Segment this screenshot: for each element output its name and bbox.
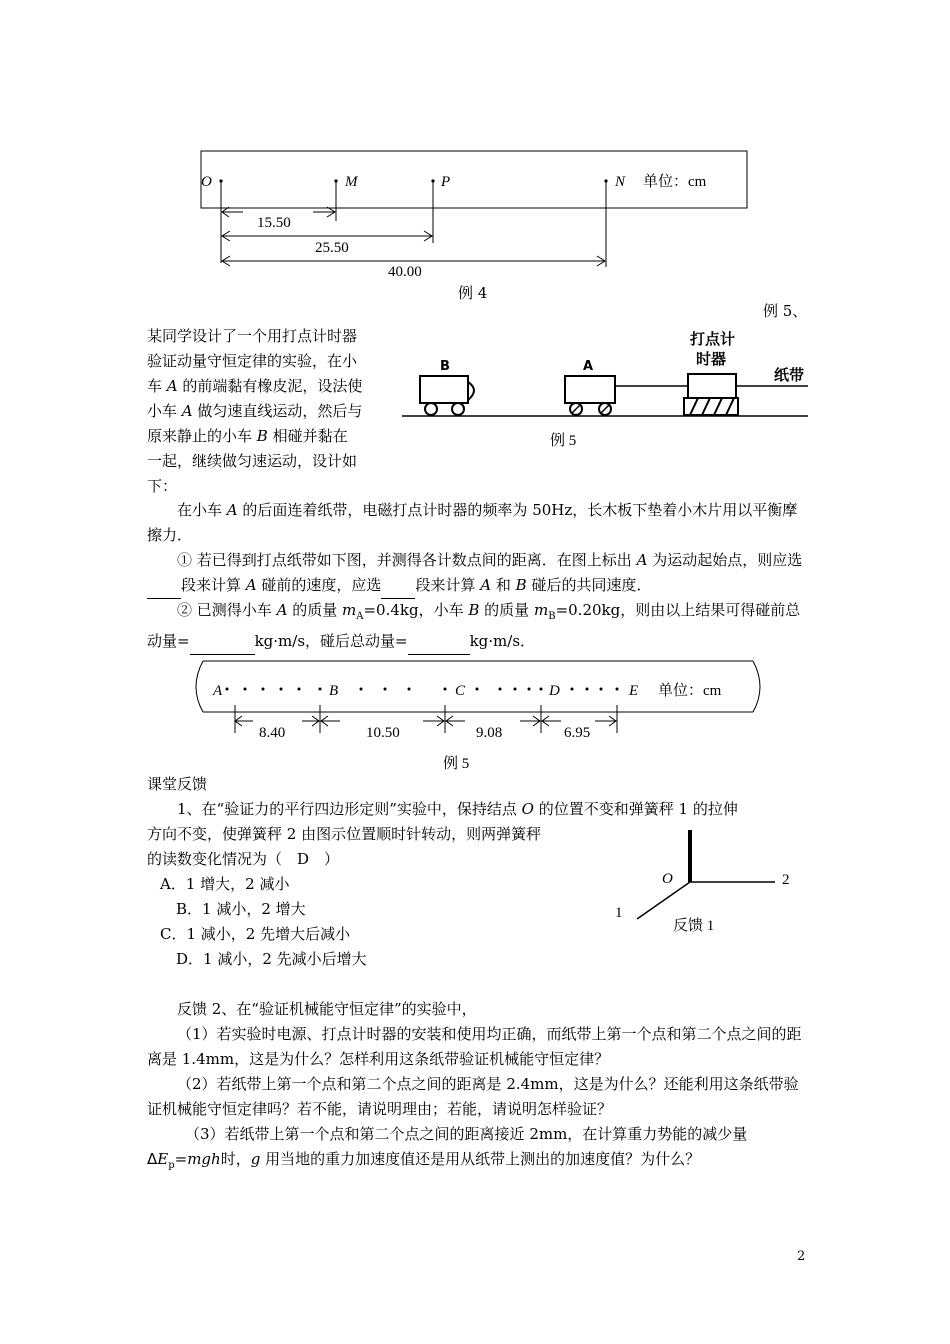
spring-2-label: 2 bbox=[782, 872, 790, 888]
distance-om: 15.50 bbox=[257, 215, 291, 231]
tape-point-c: C bbox=[455, 683, 466, 699]
option-c: C．1 减小，2 先增大后减小 bbox=[160, 925, 351, 943]
tape-distance-bc: 10.50 bbox=[366, 725, 400, 741]
feedback-q1: 1、在“验证力的平行四边形定则”实验中，保持结点 O 的位置不变和弹簧秤 1 的拉伸 bbox=[177, 800, 738, 818]
example-5-paragraph: 在小车 A 的后面连着纸带，电磁打点计时器的频率为 50Hz，长木板下垫着小木片用以平衡摩擦力． bbox=[147, 501, 798, 544]
example-5-question-1: ① 若已得到打点纸带如下图，并测得各计数点间的距离．在图上标出 A 为运动起始点，则应选 段来计算 A 碰前的速度，应选 段来计算 A 和 B 碰后的共同速度． bbox=[147, 548, 812, 599]
feedback-q1-line3: 的读数变化情况为（ D ） bbox=[147, 850, 340, 868]
tape-label: 纸带 bbox=[774, 366, 805, 384]
figure-4 bbox=[195, 145, 755, 285]
feedback-q2-heading: 反馈 2、在“验证机械能守恒定律”的实验中， bbox=[177, 1000, 477, 1018]
point-o-label: O bbox=[201, 174, 212, 190]
feedback-q2-part3: （3）若纸带上第一个点和第二个点之间的距离接近 2mm，在计算重力势能的减少量$\Delta E_p=mgh$时，g 用当地的重力加速度值还是用从纸带上测出的加速度值？为什么？ bbox=[147, 1125, 748, 1171]
point-m-label: M bbox=[345, 174, 358, 190]
tape-distance-ab: 8.40 bbox=[259, 725, 286, 741]
tape-unit: 单位：cm bbox=[658, 683, 722, 699]
tape-point-b: B bbox=[329, 683, 339, 699]
option-b: B．1 减小，2 增大 bbox=[176, 900, 306, 918]
page-number: 2 bbox=[797, 1249, 806, 1264]
car-a-label: A bbox=[583, 359, 594, 374]
figure-5-apparatus bbox=[400, 330, 812, 455]
point-p-label: P bbox=[441, 174, 451, 190]
feedback-q2-part2: （2）若纸带上第一个点和第二个点之间的距离是 2.4mm，这是为什么？还能利用这条纸带验证机械能守恒定律吗？若不能，请说明理由；若能，请说明怎样验证？ bbox=[147, 1075, 799, 1118]
example-5-intro: 某同学设计了一个用打点计时器 验证动量守恒定律的实验，在小 车 A 的前端黏有橡皮泥，设法使 小车 A 做匀速直线运动，然后与 原来静止的小车 B 相碰并黏在 一起，继续做匀速运动，设计如 下： bbox=[147, 327, 363, 495]
car-b-label: B bbox=[440, 359, 450, 374]
example-5-question-2: ② 已测得小车 A 的质量 $m_A=0.4kg$，小车 B 的质量 $m_B=0.20kg$，则由以上结果可得碰前总动量= kg·m/s，碰后总动量= kg·m/s． bbox=[147, 598, 812, 655]
tape-caption: 例 5 bbox=[443, 756, 470, 772]
distance-op: 25.50 bbox=[315, 240, 349, 256]
svg-text:时器: 时器 bbox=[696, 350, 727, 368]
node-o-label: O bbox=[662, 871, 673, 887]
feedback-q2-part1: （1）若实验时电源、打点计时器的安装和使用均正确，而纸带上第一个点和第二个点之间的距离是 1.4mm，这是为什么？怎样利用这条纸带验证机械能守恒定律？ bbox=[147, 1025, 802, 1068]
figure-4-caption: 例 4 bbox=[458, 284, 488, 302]
tape-point-d: D bbox=[549, 683, 560, 699]
unit-label: 单位：cm bbox=[643, 174, 707, 190]
feedback-q1-line2: 方向不变，使弹簧秤 2 由图示位置顺时针转动，则两弹簧秤 bbox=[147, 825, 542, 843]
point-n-label: N bbox=[615, 174, 626, 190]
timer-label: 打点计 bbox=[690, 330, 736, 348]
feedback-1-figure bbox=[610, 828, 810, 943]
option-d: D．1 减小，2 先减小后增大 bbox=[176, 950, 367, 968]
distance-on: 40.00 bbox=[388, 264, 422, 280]
tape-point-e: E bbox=[629, 683, 639, 699]
example-5-heading: 例 5、 bbox=[763, 302, 808, 320]
spring-1-label: 1 bbox=[615, 905, 623, 921]
tape-point-a: A bbox=[213, 683, 223, 699]
tape-distance-cd: 9.08 bbox=[476, 725, 503, 741]
tape-distance-de: 6.95 bbox=[564, 725, 591, 741]
figure-5-caption: 例 5 bbox=[550, 433, 577, 449]
figure-5-tape bbox=[195, 655, 770, 775]
feedback-1-caption: 反馈 1 bbox=[673, 918, 715, 934]
option-a: A．1 增大，2 减小 bbox=[160, 875, 290, 893]
feedback-heading: 课堂反馈 bbox=[147, 775, 208, 793]
